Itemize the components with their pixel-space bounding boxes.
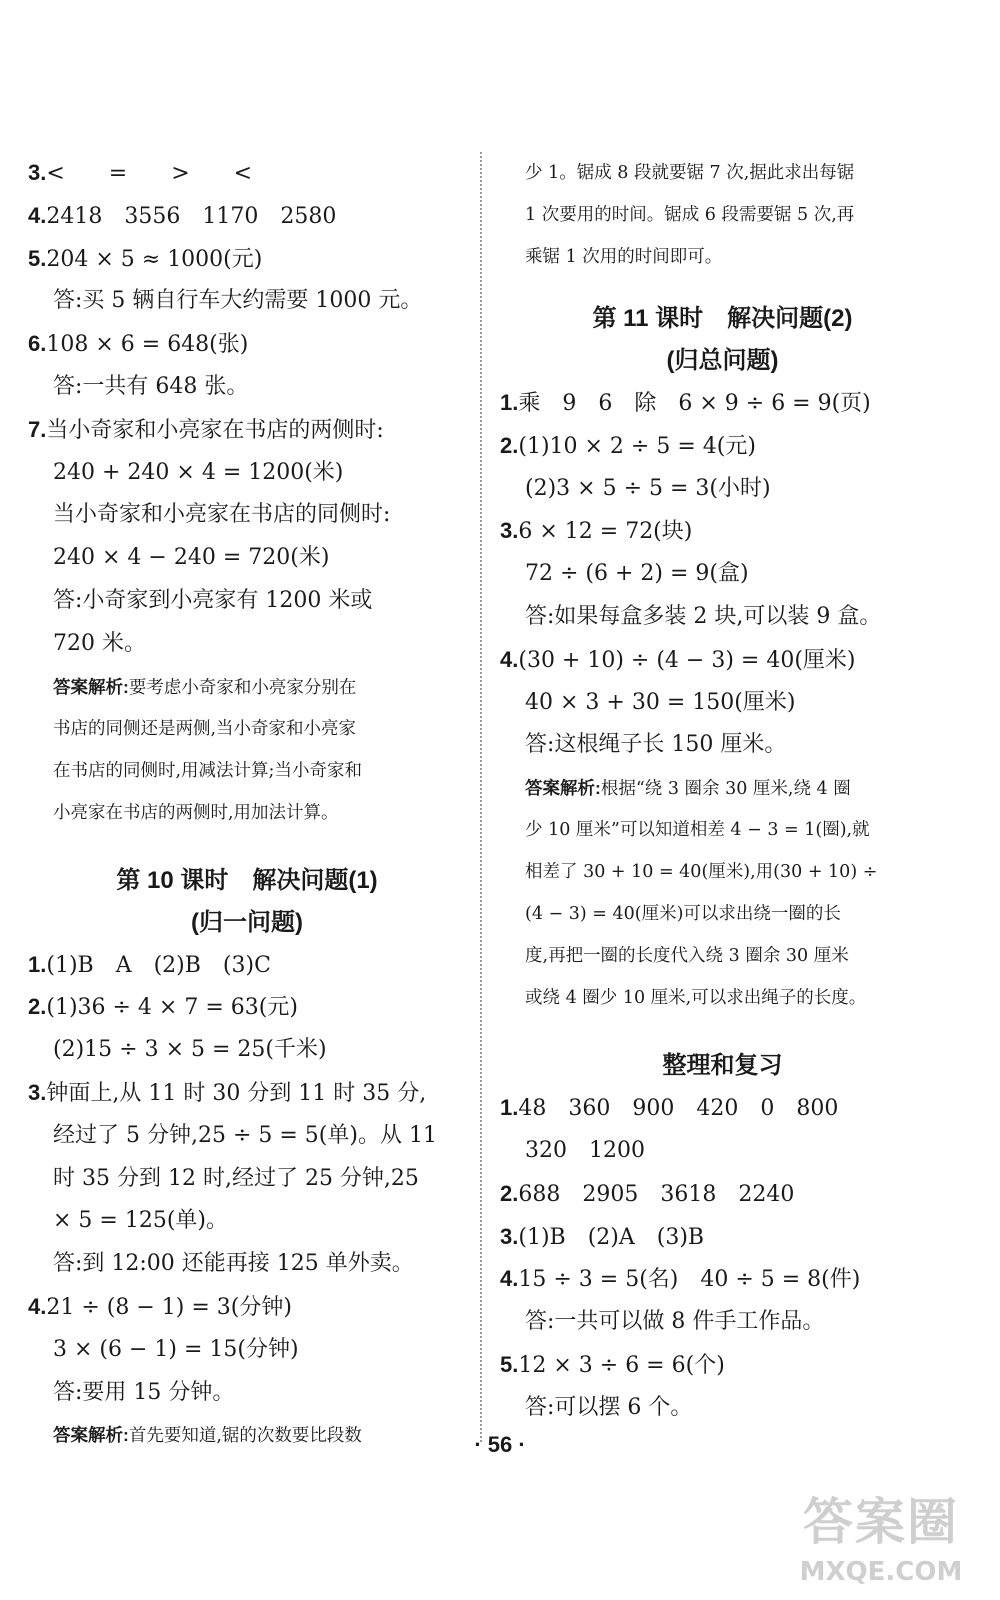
analysis-7-line: 小亮家在书店的两侧时,用加法计算。 xyxy=(53,802,339,823)
l10-answer-3-line: 时 35 分到 12 时,经过了 25 分钟,25 xyxy=(53,1165,419,1191)
l10-analysis-4: 答案解析:首先要知道,锯的次数要比段数 xyxy=(53,1425,362,1447)
l10-answer-1: 1.(1)B A (2)B (3)C xyxy=(28,951,271,978)
l11-analysis-4: 答案解析:根据“绕 3 圈余 30 厘米,绕 4 圈 xyxy=(525,778,851,800)
review-answer-4-statement: 答:一共可以做 8 件手工作品。 xyxy=(525,1309,825,1335)
l11-analysis-4-line: 少 10 厘米”可以知道相差 4 − 3 = 1(圈),就 xyxy=(525,820,870,841)
l11-answer-4-line: 答:这根绳子长 150 厘米。 xyxy=(525,732,787,758)
spacer xyxy=(500,1019,945,1045)
answer-7: 7.当小奇家和小亮家在书店的两侧时: xyxy=(28,416,384,443)
l11-answer-2: 2.(1)10 × 2 ÷ 5 = 4(元) xyxy=(500,432,756,459)
answer-7-line: 240 × 4 − 240 = 720(米) xyxy=(53,545,330,571)
l10-answer-3-line: 答:到 12:00 还能再接 125 单外卖。 xyxy=(53,1251,414,1277)
l10-answer-3: 3.钟面上,从 11 时 30 分到 11 时 35 分, xyxy=(28,1079,427,1106)
l10-answer-2-line: (2)15 ÷ 3 × 5 = 25(千米) xyxy=(53,1037,327,1063)
analysis-continued-line: 乘锯 1 次用的时间即可。 xyxy=(525,247,723,267)
l10-answer-3-line: × 5 = 125(单)。 xyxy=(53,1208,229,1234)
answer-6-statement: 答:一共有 648 张。 xyxy=(53,373,249,399)
lesson-11-title: 第 11 课时 解决问题(2) xyxy=(592,305,853,332)
answer-3: 3.< = > < xyxy=(28,160,253,186)
l10-answer-2: 2.(1)36 ÷ 4 × 7 = 63(元) xyxy=(28,994,298,1021)
answer-7-line: 答:小奇家到小亮家有 1200 米或 xyxy=(53,587,373,613)
answer-5: 5.204 × 5 ≈ 1000(元) xyxy=(28,245,263,272)
analysis-7: 答案解析:要考虑小奇家和小亮家分别在 xyxy=(53,676,357,698)
watermark-logo xyxy=(776,1490,986,1600)
review-title: 整理和复习 xyxy=(662,1052,783,1080)
l11-analysis-4-line: 或绕 4 圈少 10 厘米,可以求出绳子的长度。 xyxy=(525,988,867,1009)
left-column xyxy=(28,152,466,1456)
spacer xyxy=(28,834,466,860)
review-answer-1: 1.48 360 900 420 0 800 xyxy=(500,1095,839,1122)
column-divider xyxy=(480,152,482,1442)
review-answer-5: 5.12 × 3 ÷ 6 = 6(个) xyxy=(500,1351,725,1378)
answer-7-line: 240 + 240 × 4 = 1200(米) xyxy=(53,459,344,485)
l11-answer-4: 4.(30 + 10) ÷ (4 − 3) = 40(厘米) xyxy=(500,646,856,673)
l11-analysis-4-line: (4 − 3) = 40(厘米)可以求出绕一圈的长 xyxy=(525,904,841,925)
analysis-7-line: 书店的同侧还是两侧,当小奇家和小亮家 xyxy=(53,718,357,739)
analysis-continued-line: 1 次要用的时间。锯成 6 段需要锯 5 次,再 xyxy=(525,205,855,225)
lesson-10-title: 第 10 课时 解决问题(1) xyxy=(116,866,378,894)
right-column xyxy=(500,152,945,1430)
answer-4: 4.2418 3556 1170 2580 xyxy=(28,202,337,229)
l11-analysis-4-line: 度,再把一圈的长度代入绕 3 圈余 30 厘米 xyxy=(525,946,849,967)
answer-7-line: 720 米。 xyxy=(53,630,146,656)
review-answer-4: 4.15 ÷ 3 = 5(名) 40 ÷ 5 = 8(件) xyxy=(500,1266,861,1293)
l11-answer-1: 1.乘 9 6 除 6 × 9 ÷ 6 = 9(页) xyxy=(500,390,871,416)
l10-answer-4: 4.21 ÷ (8 − 1) = 3(分钟) xyxy=(28,1293,292,1320)
l11-answer-2-line: (2)3 × 5 ÷ 5 = 3(小时) xyxy=(525,475,771,501)
page-number: · 56 · xyxy=(474,1432,526,1457)
l11-answer-4-line: 40 × 3 + 30 = 150(厘米) xyxy=(525,689,796,715)
answer-6: 6.108 × 6 = 648(张) xyxy=(28,331,249,358)
answer-5-statement: 答:买 5 辆自行车大约需要 1000 元。 xyxy=(53,288,423,314)
l10-answer-3-line: 经过了 5 分钟,25 ÷ 5 = 5(单)。从 11 xyxy=(53,1122,437,1148)
lesson-10-subtitle: (归一问题) xyxy=(191,908,303,936)
review-answer-1-line: 320 1200 xyxy=(525,1137,645,1163)
analysis-continued-line: 少 1。锯成 8 段就要锯 7 次,据此求出每锯 xyxy=(525,163,855,183)
answer-7-line: 当小奇家和小亮家在书店的同侧时: xyxy=(53,502,391,528)
l10-answer-4-line: 答:要用 15 分钟。 xyxy=(53,1379,235,1405)
spacer xyxy=(500,278,945,298)
review-answer-5-statement: 答:可以摆 6 个。 xyxy=(525,1394,693,1420)
watermark-sub: MXQE.COM xyxy=(799,1557,963,1587)
analysis-7-line: 在书店的同侧时,用减法计算;当小奇家和 xyxy=(53,760,362,781)
l11-analysis-4-line: 相差了 30 + 10 = 40(厘米),用(30 + 10) ÷ xyxy=(525,862,878,883)
review-answer-3: 3.(1)B (2)A (3)B xyxy=(500,1223,705,1250)
l11-answer-3-line: 72 ÷ (6 + 2) = 9(盒) xyxy=(525,561,749,587)
l10-answer-4-line: 3 × (6 − 1) = 15(分钟) xyxy=(53,1336,299,1362)
review-answer-2: 2.688 2905 3618 2240 xyxy=(500,1180,795,1207)
watermark-main: 答案圈 xyxy=(803,1493,959,1551)
lesson-11-subtitle: (归总问题) xyxy=(666,347,779,374)
l11-answer-3: 3.6 × 12 = 72(块) xyxy=(500,518,693,545)
l11-answer-3-line: 答:如果每盒多装 2 块,可以装 9 盒。 xyxy=(525,603,882,629)
